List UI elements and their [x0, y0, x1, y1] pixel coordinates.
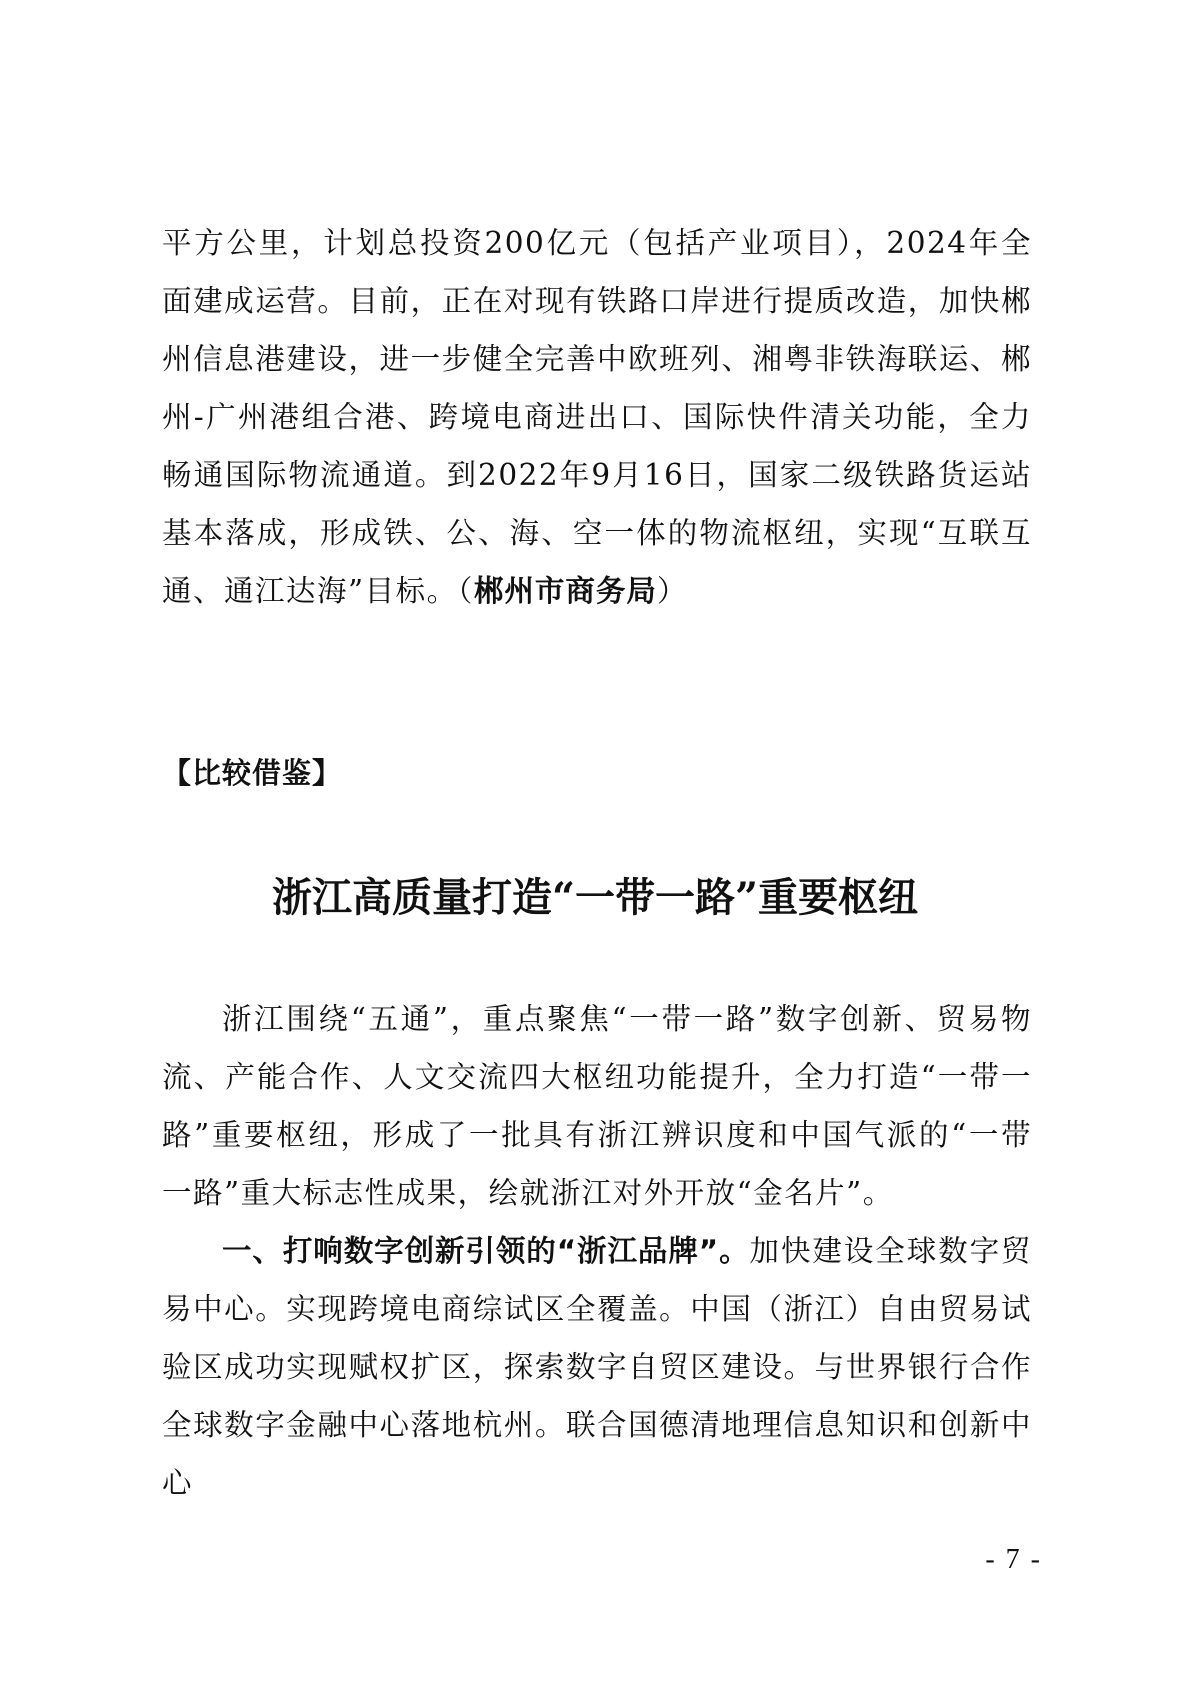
- continued-paragraph: [162, 214, 1032, 620]
- source-close-paren: ）: [656, 574, 688, 608]
- page-number: - 7 -: [985, 1544, 1042, 1575]
- point-1-heading: 一、打响数字创新引领的“浙江品牌”。: [222, 1234, 750, 1268]
- intro-paragraph: 浙江围绕“五通”，重点聚焦“一带一路”数字创新、贸易物流、产能合作、人文交流四大枢纽功能提升，全力打造“一带一路”重要枢纽，形成了一批具有浙江辨识度和中国气派的“一带一路”重大标志性成果，绘就浙江对外开放“金名片”。: [162, 1002, 1032, 1210]
- point-1-paragraph: [162, 1222, 1032, 1512]
- source-attribution: 郴州市商务局: [473, 574, 657, 608]
- point-1-body: 加快建设全球数字贸易中心。实现跨境电商综试区全覆盖。中国（浙江）自由贸易试验区成功实现赋权扩区，探索数字自贸区建设。与世界银行合作全球数字金融中心落地杭州。联合国德清地理信息知识和创新中心: [162, 1234, 1032, 1500]
- article-title: 浙江高质量打造“一带一路”重要枢纽: [271, 874, 918, 921]
- section-label: 【比较借鉴】: [162, 756, 343, 790]
- continued-paragraph-text: 平方公里，计划总投资200亿元（包括产业项目），2024年全面建成运营。目前，正在对现有铁路口岸进行提质改造，加快郴州信息港建设，进一步健全完善中欧班列、湘粤非铁海联运、郴州-广州港组合港、跨境电商进出口、国际快件清关功能，全力畅通国际物流通道。到2022年9月16日，国家二级铁路货运站基本落成，形成铁、公、海、空一体的物流枢纽，实现“互联互通、通江达海”目标。（: [162, 226, 1032, 608]
- article-body: [162, 990, 1032, 1512]
